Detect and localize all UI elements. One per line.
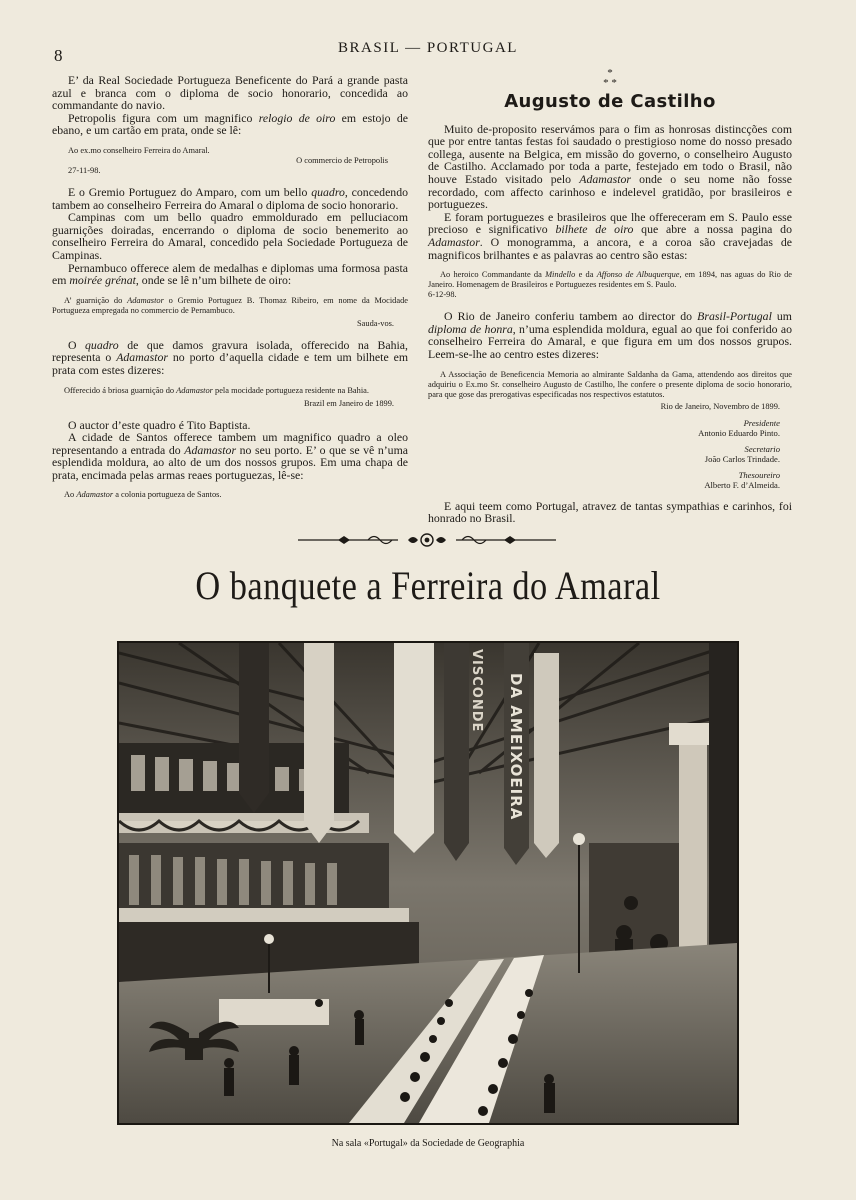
banner-text-visconde: VISCONDE xyxy=(469,649,484,733)
inscription-bahia: Offerecido á briosa guarnição do Adamastor pela mocidade portugueza residente na Bahia. Brazil em Janeiro de 1899. xyxy=(64,385,394,408)
inscription-petropolis: Ao ex.mo conselheiro Ferreira do Amaral. O commercio de Petropolis 27-11-98. xyxy=(68,145,388,175)
photo-caption: Na sala «Portugal» da Sociedade de Geographia xyxy=(331,1138,525,1149)
paragraph-closing: E aqui teem como Portugal, atravez de tantas sympathias e carinhos, foi honrado no Brasil. xyxy=(428,498,792,526)
paragraph-author: O auctor d’este quadro é Tito Baptista. xyxy=(68,417,251,432)
paragraph-santos: A cidade de Santos offerece tambem um magnifico quadro a oleo representando a entrada do Adamastor no seu porto. E’ o que se vê n’uma esplendida moldura, ao alto de um dos nossos grupos. Em uma chapa de prata, encimada pelas armas reaes portuguezas, lê-se: xyxy=(52,430,408,482)
paragraph-campinas: Campinas com um bello quadro emmoldurado em pelluciacom guarnições doiradas, encerrando o diploma de socio benemerito ao conselheiro Ferreira do Amaral, concedido pela Sociedade Portugueza de Campinas. xyxy=(52,210,408,262)
section-stars: * * * xyxy=(603,67,617,89)
paragraph-s-paulo: E foram portuguezes e brasileiros que lhe offereceram em S. Paulo esse precioso e significativo bilhete de oiro que abre a nossa pagina do Adamastor. O monogramma, a ancora, e a coroa são cravejadas de magnificos brilhantes e as palavras ao centro são estas: xyxy=(428,209,792,262)
signature-presidente: Presidente Antonio Eduardo Pinto. xyxy=(698,417,780,438)
banquet-title: O banquete a Ferreira do Amaral xyxy=(195,563,661,608)
paragraph-bahia: O quadro de que damos gravura isolada, offerecido na Bahia, representa o Adamastor no porto d’aquella cidade e tem um bilhete em prata com estes dizeres: xyxy=(52,337,408,377)
paragraph-amparo: E o Gremio Portuguez do Amparo, com um bello quadro, concedendo tambem ao conselheiro Ferreira do Amaral o diploma de socio honorario. xyxy=(52,184,408,212)
banner-text-ameixoeira: DA AMEIXOEIRA xyxy=(507,673,525,821)
inscription-diploma: A Associação de Beneficencia Memoria ao almirante Saldanha da Gama, attendendo aos direitos que adquiriu o Ex.mo Sr. conselheiro Augusto de Castilho, lhe confere o presente diploma de socio honorario, para que gose das prerogativas especificadas nos respectivos estatutos. Rio de Janeiro, Novembro de 1899. xyxy=(428,369,792,411)
paragraph-para: E’ da Real Sociedade Portugueza Beneficente do Pará a grande pasta azul e branca com o diploma de socio honorario, concedida ao commandante do navio. xyxy=(52,73,408,113)
running-head: BRASIL — PORTUGAL xyxy=(338,40,518,56)
right-column xyxy=(428,68,792,525)
article-title: Augusto de Castilho xyxy=(504,91,716,112)
paragraph-rio: O Rio de Janeiro conferiu tambem ao director do Brasil-Portugal um diploma de honra, n’uma esplendida moldura, egual ao que foi conferido ao conselheiro Ferreira do Amaral, e que figura em um dos nossos grupos. Leem-se-lhe ao centro estes dizeres: xyxy=(428,309,792,361)
paragraph-petropolis: Petropolis figura com um magnifico relogio de oiro em estojo de ebano, e um cartão em prata, onde se lê: xyxy=(52,110,408,138)
signature-thesoureiro: Thesoureiro Alberto F. d’Almeida. xyxy=(704,469,780,490)
paragraph-pernambuco: Pernambuco offerece alem de medalhas e diplomas uma formosa pasta em moirée grénat, onde se lê n’um bilhete de oiro: xyxy=(52,260,408,288)
inscription-s-paulo: Ao heroico Commandante da Mindello e da Affonso de Albuquerque, em 1894, nas aguas do Rio de Janeiro. Homenagem de Brasileiros e Portuguezes residentes em S. Paulo. 6-12-98. xyxy=(428,270,792,300)
left-column xyxy=(52,74,408,500)
paragraph-castilho: Muito de-proposito reservámos para o fim as honrosas distincções com que por entre tantas festas foi saudado o prestigioso nome do nosso presado collega, ausente na Belgica, em missão do governo, o conselheiro Augusto de Castilho. Acclamado por toda a parte, festejado em todo o Brasil, não houve Estado visitado pelo Adamastor onde o seu nome não fosse recordado, com affecto carinhoso e indelevel gratidão, por brasileiros e portuguezes. xyxy=(428,121,792,212)
inscription-pernambuco: A’ guarnição do Adamastor o Gremio Portuguez B. Thomaz Ribeiro, em nome da Mocidade Portugueza empregada no commercio de Pernambuco. Sauda-vos. xyxy=(52,295,408,328)
inscription-santos: Ao Adamastor a colonia portugueza de Santos. xyxy=(64,490,222,500)
banquet-photograph xyxy=(117,641,739,1125)
page-number: 8 xyxy=(54,46,63,65)
signature-secretario: Secretario João Carlos Trindade. xyxy=(704,443,780,464)
ornament-divider xyxy=(298,532,556,548)
